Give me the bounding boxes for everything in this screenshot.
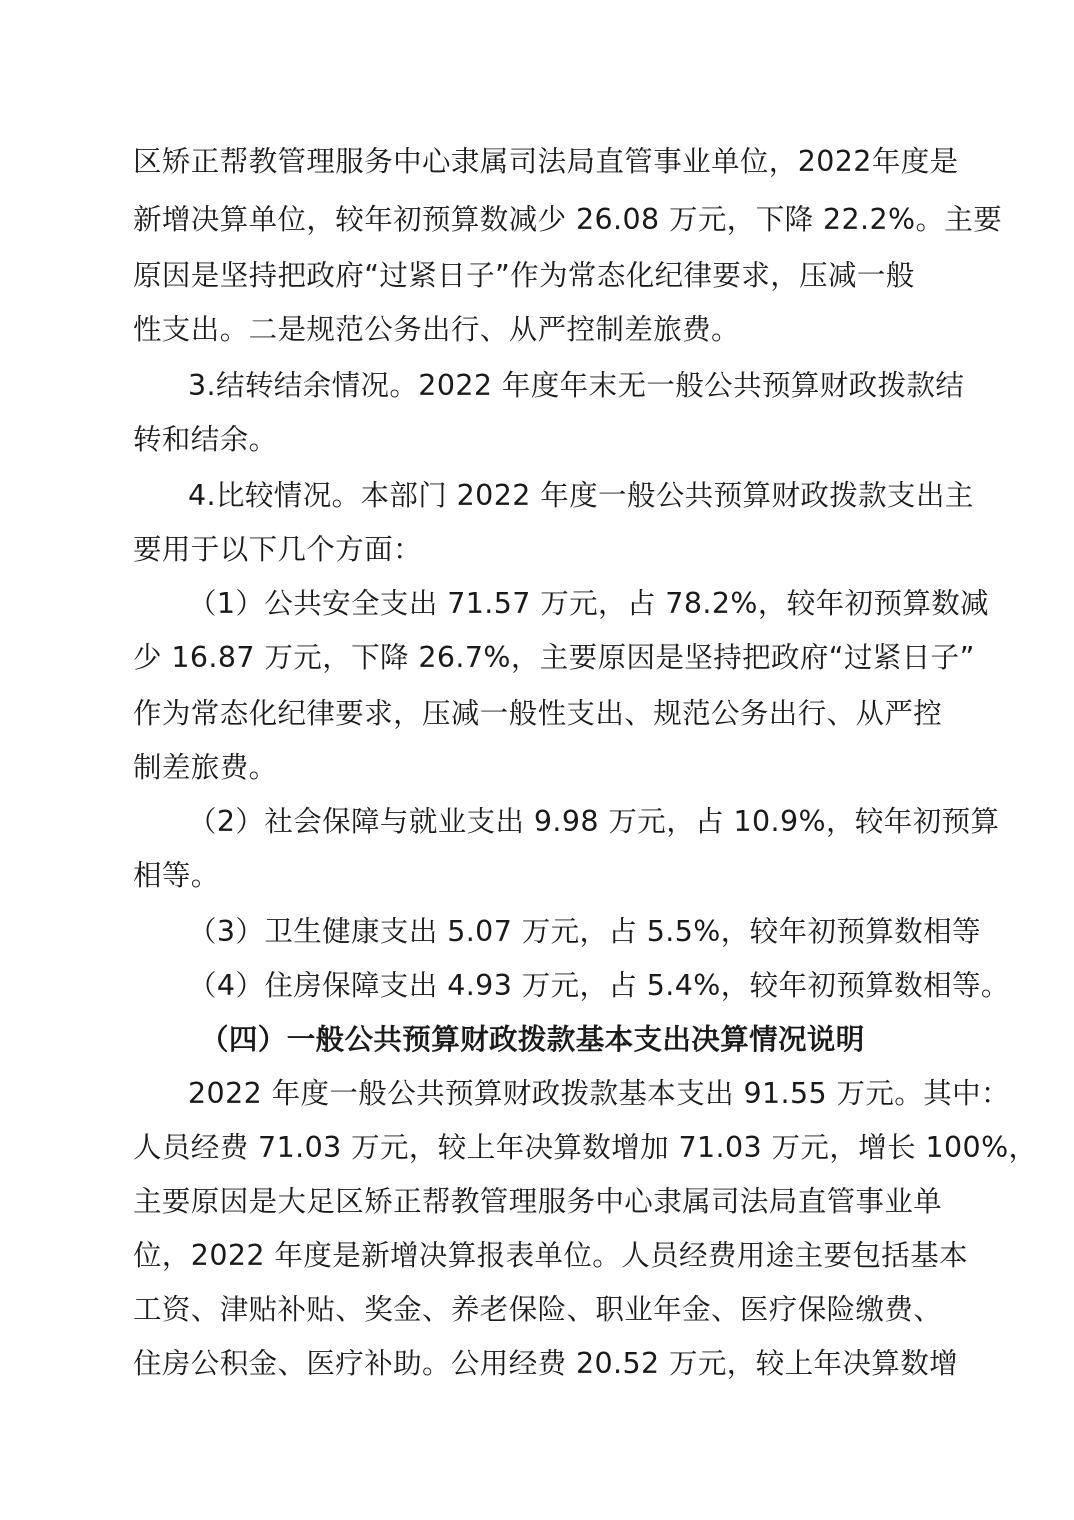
section-heading: （四）一般公共预算财政拨款基本支出决算情况说明 bbox=[200, 1023, 865, 1056]
paragraph-line: 工资、津贴补贴、奖金、养老保险、职业年金、医疗保险缴费、 bbox=[133, 1293, 943, 1326]
paragraph-line: 性支出。二是规范公务出行、从严控制差旅费。 bbox=[133, 313, 740, 346]
paragraph-line: （4）住房保障支出 4.93 万元，占 5.4%，较年初预算数相等。 bbox=[188, 969, 1010, 1002]
paragraph-line: 住房公积金、医疗补助。公用经费 20.52 万元，较上年决算数增 bbox=[133, 1347, 959, 1380]
paragraph-line: 区矫正帮教管理服务中心隶属司法局直管事业单位，2022年度是 bbox=[133, 145, 959, 178]
paragraph-line: 作为常态化纪律要求，压减一般性支出、规范公务出行、从严控 bbox=[133, 697, 943, 730]
paragraph-line: 2022 年度一般公共预算财政拨款基本支出 91.55 万元。其中： bbox=[188, 1077, 1010, 1110]
paragraph-line: 位，2022 年度是新增决算报表单位。人员经费用途主要包括基本 bbox=[133, 1239, 968, 1272]
paragraph-line: （1）公共安全支出 71.57 万元，占 78.2%，较年初预算数减 bbox=[188, 587, 990, 620]
paragraph-line: 要用于以下几个方面： bbox=[133, 533, 423, 566]
paragraph-line: 制差旅费。 bbox=[133, 751, 278, 784]
paragraph-line: （3）卫生健康支出 5.07 万元，占 5.5%，较年初预算数相等 bbox=[188, 915, 981, 948]
paragraph-line: 原因是坚持把政府“过紧日子”作为常态化纪律要求，压减一般 bbox=[133, 259, 915, 292]
paragraph-line: （2）社会保障与就业支出 9.98 万元，占 10.9%，较年初预算 bbox=[188, 805, 1000, 838]
paragraph-line: 新增决算单位，较年初预算数减少 26.08 万元，下降 22.2%。主要 bbox=[133, 203, 1003, 236]
paragraph-line: 转和结余。 bbox=[133, 423, 278, 456]
paragraph-line: 少 16.87 万元，下降 26.7%，主要原因是坚持把政府“过紧日子” bbox=[133, 641, 975, 674]
paragraph-line: 4.比较情况。本部门 2022 年度一般公共预算财政拨款支出主 bbox=[188, 479, 974, 512]
paragraph-line: 主要原因是大足区矫正帮教管理服务中心隶属司法局直管事业单 bbox=[133, 1185, 943, 1218]
paragraph-line: 相等。 bbox=[133, 859, 220, 892]
paragraph-line: 人员经费 71.03 万元，较上年决算数增加 71.03 万元，增长 100%， bbox=[133, 1131, 1038, 1164]
paragraph-line: 3.结转结余情况。2022 年度年末无一般公共预算财政拨款结 bbox=[188, 369, 965, 402]
